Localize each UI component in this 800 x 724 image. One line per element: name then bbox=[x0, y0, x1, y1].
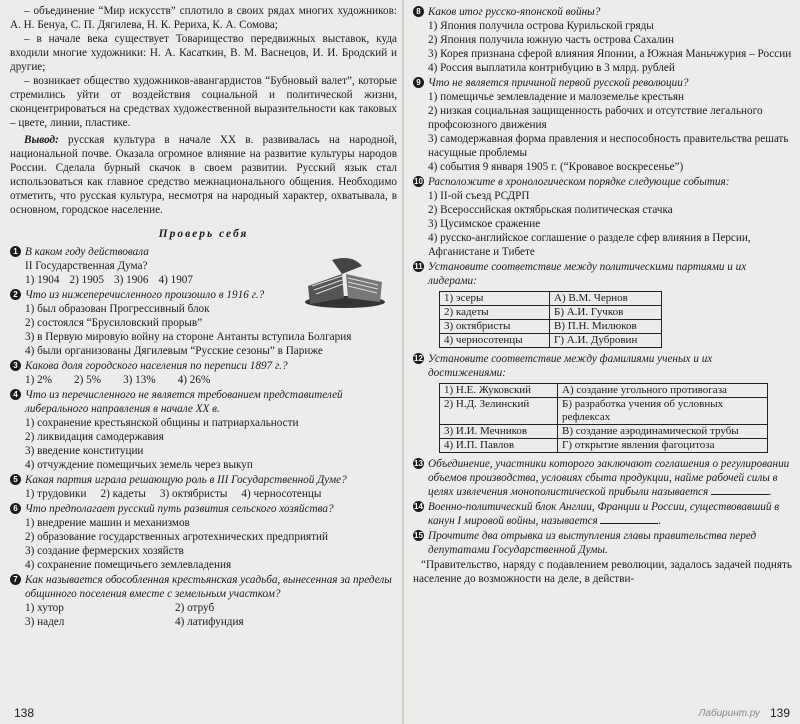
answer-option: 4) русско-английское соглашение о разделе сфер влияния в Персии, Афганистане и Тибете bbox=[428, 232, 751, 258]
answer-option: 2) Япония получила южную часть острова Сахалин bbox=[428, 34, 674, 46]
intro-paragraph-1: – объединение “Мир искусств” сплотило в своих рядах многих художников: А. Н. Бенуа, С. П. Дягилева, Н. К. Рериха, К. А. Сомова; bbox=[10, 5, 397, 31]
answer-blank bbox=[600, 523, 658, 524]
answer-option: 2) состоялся “Брусиловский прорыв” bbox=[25, 317, 203, 329]
question-number: 8 bbox=[413, 6, 424, 17]
question-11 bbox=[413, 260, 792, 288]
question-6 bbox=[10, 502, 397, 516]
intro-paragraph-2: – в начале века существует Товарищество передвижных выставок, куда входили многие художники: Н. А. Касаткин, В. М. Васнецов, И. И. Бродский и другие; bbox=[10, 33, 397, 73]
answer-option: 1) 2% bbox=[25, 374, 53, 386]
answer-option: 4) 26% bbox=[177, 374, 211, 386]
question-text: Военно-политический блок Англии, Франции и России, существовавший в канун I мировой войны, называется . bbox=[428, 501, 780, 527]
table-row bbox=[440, 320, 662, 334]
question-9 bbox=[413, 76, 792, 90]
question-13 bbox=[413, 457, 792, 499]
question-number: 15 bbox=[414, 531, 423, 540]
open-book-icon bbox=[302, 252, 388, 310]
question-3 bbox=[10, 359, 397, 373]
question-number: 14 bbox=[414, 502, 423, 511]
question-text-continued: II Государственная Дума? bbox=[25, 260, 148, 272]
answer-option: 3) Корея признана сферой влияния Японии, а Южная Маньчжурия – России bbox=[428, 48, 792, 60]
question-number: 1 bbox=[10, 246, 21, 257]
table-cell: 2) Н.Д. Зелинский bbox=[440, 398, 558, 425]
answer-option: 2) отруб bbox=[175, 602, 215, 614]
question-text: Что не является причиной первой русской революции? bbox=[428, 77, 689, 89]
question-text: Какова доля городского населения по переписи 1897 г.? bbox=[25, 360, 288, 372]
watermark: Лабиринт.ру bbox=[698, 708, 760, 719]
question-14 bbox=[413, 500, 792, 528]
answer-option: 2) низкая социальная защищенность рабочих и отсутствие легального профсоюзного движения bbox=[428, 105, 763, 131]
answer-option: 4) сохранение помещичьего землевладения bbox=[25, 559, 232, 571]
answer-option: 3) в Первую мировую войну на стороне Антанты вступила Болгария bbox=[25, 331, 352, 343]
question-text: Что из нижеперечисленного произошло в 1916 г.? bbox=[25, 289, 265, 301]
matching-table-scientists bbox=[439, 383, 768, 453]
question-text: Установите соответствие между политическими партиями и их лидерами: bbox=[428, 261, 747, 287]
table-cell: 1) Н.Е. Жуковский bbox=[440, 384, 558, 398]
answer-option: 1) был образован Прогрессивный блок bbox=[25, 303, 210, 315]
quote-text: “Правительство, наряду с подавлением революции, задалось задачей поднять население до возможности на деле, в действи- bbox=[413, 559, 792, 585]
page-number-right: 139 bbox=[769, 706, 790, 720]
question-text: Что предполагает русский путь развития сельского хозяйства? bbox=[25, 503, 334, 515]
question-text: Прочтите два отрывка из выступления главы правительства перед депутатами Государственной Думы. bbox=[428, 530, 757, 556]
question-4 bbox=[10, 388, 397, 416]
question-number: 3 bbox=[10, 360, 21, 371]
table-row bbox=[440, 306, 662, 320]
question-text: Объединение, участники которого заключают соглашения о регулировании объемов производства, условиях сбыта продукции, найме рабочей силы в целях извлечения монополистической прибыли называется . bbox=[428, 458, 790, 498]
table-cell: 3) И.И. Мечников bbox=[440, 425, 558, 439]
table-cell: Б) разработка учения об условных рефлексах bbox=[558, 398, 768, 425]
answer-option: 4) отчуждение помещичьих земель через выкуп bbox=[25, 459, 253, 471]
question-5 bbox=[10, 473, 397, 487]
answer-option: 1) сохранение крестьянской общины и патриархальности bbox=[25, 417, 299, 429]
answer-option: 2) ликвидация самодержавия bbox=[25, 431, 164, 443]
question-12 bbox=[413, 352, 792, 380]
question-number: 2 bbox=[10, 289, 21, 300]
answer-option: 3) введение конституции bbox=[25, 445, 144, 457]
question-text: Что из перечисленного не является требованием представителей либерального направления в начале XX в. bbox=[25, 389, 343, 415]
question-number: 11 bbox=[414, 262, 423, 271]
answer-option: 2) 5% bbox=[74, 374, 102, 386]
question-text: Установите соответствие между фамилиями ученых и их достижениями: bbox=[428, 353, 713, 379]
table-row bbox=[440, 439, 768, 453]
table-cell: 4) И.П. Павлов bbox=[440, 439, 558, 453]
answer-options bbox=[10, 601, 397, 629]
question-number: 5 bbox=[10, 474, 21, 485]
conclusion-label: Вывод: bbox=[24, 134, 59, 146]
answer-option: 2) кадеты bbox=[100, 488, 146, 500]
answer-option: 4) 1907 bbox=[158, 274, 193, 286]
page-number-left: 138 bbox=[14, 706, 35, 720]
table-cell: 3) октябристы bbox=[440, 320, 550, 334]
right-page bbox=[403, 0, 800, 724]
answer-options bbox=[10, 487, 397, 501]
table-cell: 2) кадеты bbox=[440, 306, 550, 320]
question-text: Какая партия играла решающую роль в III Государственной Думе? bbox=[25, 474, 347, 486]
answer-option: 2) образование государственных агротехнических предприятий bbox=[25, 531, 328, 543]
question-number: 4 bbox=[10, 389, 21, 400]
question-8 bbox=[413, 5, 792, 19]
answer-option: 2) Всероссийская октябрьская политическая стачка bbox=[428, 204, 673, 216]
answer-option: 3) 13% bbox=[123, 374, 156, 386]
answer-option: 1) трудовики bbox=[25, 488, 87, 500]
question-number: 7 bbox=[10, 574, 21, 585]
table-row bbox=[440, 398, 768, 425]
question-text: В каком году действовала bbox=[25, 246, 149, 258]
question-text-content: Военно-политический блок Англии, Франции и России, существовавший в канун I мировой войны, называется bbox=[428, 501, 780, 527]
table-cell: 4) черносотенцы bbox=[440, 334, 550, 348]
intro-paragraph-3: – возникает общество художников-авангардистов “Бубновый валет”, которые стремились уйти от воздействия социальной и политической жизни, сконцентрироваться на средствах художественной выразительности как таковых – цвете, линии, пластике. bbox=[10, 75, 397, 129]
answer-option: 3) самодержавная форма правления и неспособность правительства решать насущные проблемы bbox=[428, 133, 789, 159]
question-text: Как называется обособленная крестьянская усадьба, вынесенная за пределы общинного поселения вместе с земельным участком? bbox=[25, 574, 392, 600]
table-row bbox=[440, 334, 662, 348]
answer-option: 3) Цусимское сражение bbox=[428, 218, 541, 230]
question-number: 12 bbox=[414, 354, 423, 363]
answer-blank bbox=[711, 494, 769, 495]
question-number: 9 bbox=[413, 77, 424, 88]
check-yourself-heading: Проверь себя bbox=[158, 228, 249, 240]
answer-option: 4) были организованы Дягилевым “Русские сезоны” в Париже bbox=[25, 345, 323, 357]
answer-option: 4) события 9 января 1905 г. (“Кровавое воскресенье”) bbox=[428, 161, 684, 173]
table-cell: В) П.Н. Милюков bbox=[550, 320, 662, 334]
table-cell: Г) открытие явления фагоцитоза bbox=[558, 439, 768, 453]
answer-option: 3) октябристы bbox=[159, 488, 228, 500]
question-text-content: Объединение, участники которого заключают соглашения о регулировании объемов производства, условиях сбыта продукции, найме рабочей силы в целях извлечения монополистической прибыли называется bbox=[428, 458, 790, 498]
question-text: Каков итог русско-японской войны? bbox=[428, 6, 601, 18]
answer-option: 4) Россия выплатила контрибуцию в 3 млрд. рублей bbox=[428, 62, 675, 74]
answer-option: 1) хутор bbox=[25, 602, 64, 614]
answer-option: 2) 1905 bbox=[69, 274, 104, 286]
answer-option: 1) внедрение машин и механизмов bbox=[25, 517, 190, 529]
answer-option: 1) II-ой съезд РСДРП bbox=[428, 190, 530, 202]
answer-options bbox=[10, 373, 397, 387]
table-cell: В) создание аэродинамической трубы bbox=[558, 425, 768, 439]
question-10 bbox=[413, 175, 792, 189]
answer-option: 3) надел bbox=[25, 616, 65, 628]
conclusion-paragraph bbox=[10, 133, 397, 217]
answer-option: 4) латифундия bbox=[175, 616, 244, 628]
table-cell: 1) эсеры bbox=[440, 292, 550, 306]
question-number: 13 bbox=[414, 459, 423, 468]
answer-option: 1) помещичье землевладение и малоземелье крестьян bbox=[428, 91, 684, 103]
question-7 bbox=[10, 573, 397, 601]
table-row bbox=[440, 384, 768, 398]
table-row bbox=[440, 292, 662, 306]
question-number: 10 bbox=[414, 177, 423, 186]
conclusion-text: русская культура в начале XX в. развивалась на народной, национальной почве. Оказала огромное влияние на развитие культуры народов России. Сделала бурный скачок в своем развитии. Русский язык стал использоваться как главное средство межнационального общения. Необходимо отметить, что русская культура, несмотря на народный характер, охватывала, в основном, городское население. bbox=[10, 134, 397, 216]
answer-option: 3) 1906 bbox=[114, 274, 149, 286]
table-cell: А) создание угольного противогаза bbox=[558, 384, 768, 398]
answer-option: 3) создание фермерских хозяйств bbox=[25, 545, 184, 557]
table-row bbox=[440, 425, 768, 439]
answer-option: 1) 1904 bbox=[25, 274, 60, 286]
table-cell: А) В.М. Чернов bbox=[550, 292, 662, 306]
question-text: Расположите в хронологическом порядке следующие события: bbox=[428, 176, 730, 188]
question-number: 6 bbox=[10, 503, 21, 514]
answer-option: 4) черносотенцы bbox=[241, 488, 322, 500]
table-cell: Б) А.И. Гучков bbox=[550, 306, 662, 320]
matching-table-parties bbox=[439, 291, 662, 348]
table-cell: Г) А.И. Дубровин bbox=[550, 334, 662, 348]
answer-option: 1) Япония получила острова Курильской гряды bbox=[428, 20, 654, 32]
question-15 bbox=[413, 529, 792, 557]
